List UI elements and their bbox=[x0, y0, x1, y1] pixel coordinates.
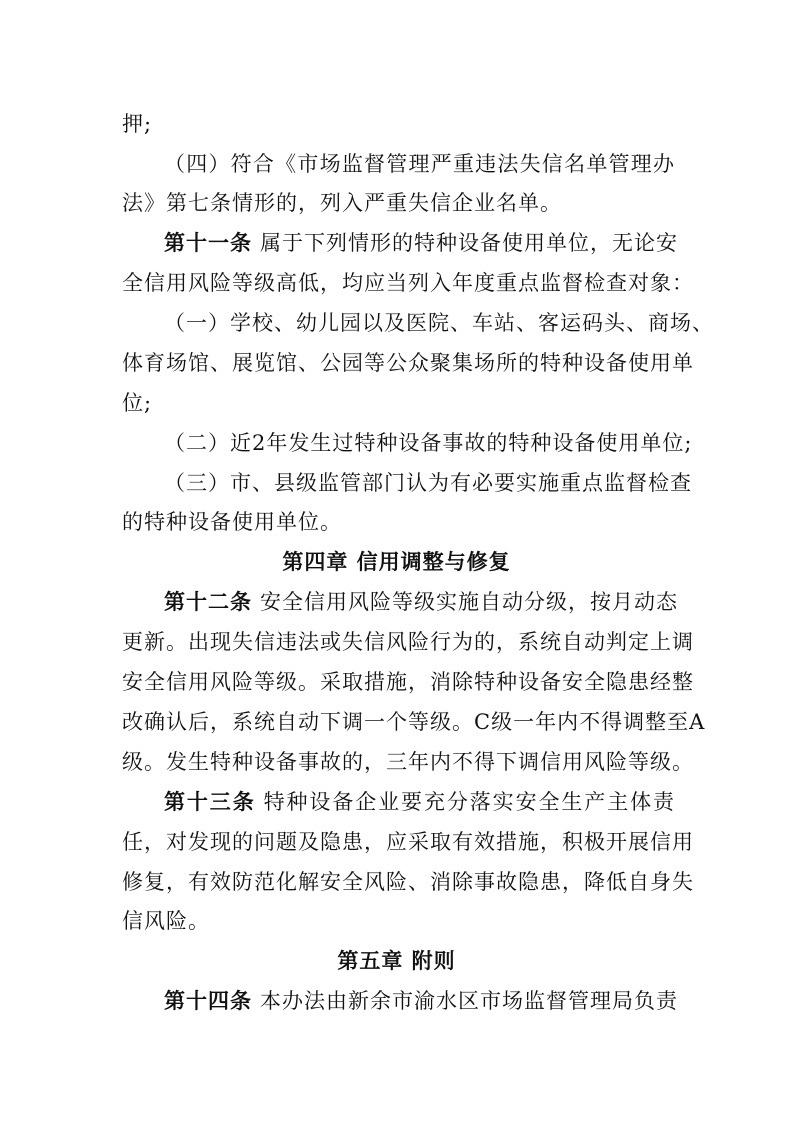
text-line: 的特种设备使用单位。 bbox=[122, 510, 342, 534]
text-line: （二）近2年发生过特种设备事故的特种设备使用单位; bbox=[164, 431, 693, 455]
article-12-first-line bbox=[164, 582, 678, 622]
text-line: 安全信用风险等级。采取措施，消除特种设备安全隐患经整 bbox=[122, 670, 694, 694]
article-14-label: 第十四条 bbox=[164, 989, 252, 1013]
article-11-label: 第十一条 bbox=[164, 231, 252, 255]
text-line: 任，对发现的问题及隐患，应采取有效措施，积极开展信用 bbox=[122, 830, 694, 854]
text-line: 全信用风险等级高低，均应当列入年度重点监督检查对象： bbox=[122, 271, 694, 295]
text-line: 特种设备企业要充分落实安全生产主体责 bbox=[263, 790, 676, 814]
text-line: （一）学校、幼儿园以及医院、车站、客运码头、商场、 bbox=[164, 311, 714, 335]
text-line: 法》第七条情形的，列入严重失信企业名单。 bbox=[122, 191, 562, 215]
text-line: 更新。出现失信违法或失信风险行为的，系统自动判定上调 bbox=[122, 630, 694, 654]
text-line: 安全信用风险等级实施自动分级，按月动态 bbox=[260, 590, 678, 614]
text-line: 信风险。 bbox=[122, 909, 210, 933]
text-line: 修复，有效防范化解安全风险、消除事故隐患，降低自身失 bbox=[122, 870, 694, 894]
text-line: （三）市、县级监管部门认为有必要实施重点监督检查 bbox=[164, 471, 692, 495]
text-line: 体育场馆、展览馆、公园等公众聚集场所的特种设备使用单 bbox=[122, 351, 694, 375]
article-11-first-line bbox=[164, 223, 678, 263]
text-line: 位; bbox=[122, 391, 153, 415]
text-line: 押; bbox=[122, 112, 153, 136]
article-13-first-line bbox=[164, 782, 675, 822]
article-14-first-line bbox=[164, 981, 678, 1021]
text-line: （四）符合《市场监督管理严重违法失信名单管理办 bbox=[164, 152, 675, 176]
text-line: 本办法由新余市渝水区市场监督管理局负责 bbox=[260, 989, 678, 1013]
article-12-label: 第十二条 bbox=[164, 590, 252, 614]
text-line: 属于下列情形的特种设备使用单位，无论安 bbox=[260, 231, 678, 255]
text-line: 级。发生特种设备事故的，三年内不得下调信用风险等级。 bbox=[122, 750, 694, 774]
article-13-label: 第十三条 bbox=[164, 790, 256, 814]
chapter-4-heading: 第四章 信用调整与修复 bbox=[282, 550, 511, 574]
text-line: 改确认后，系统自动下调一个等级。C级一年内不得调整至A bbox=[122, 710, 706, 734]
chapter-5-heading: 第五章 附则 bbox=[337, 949, 456, 973]
